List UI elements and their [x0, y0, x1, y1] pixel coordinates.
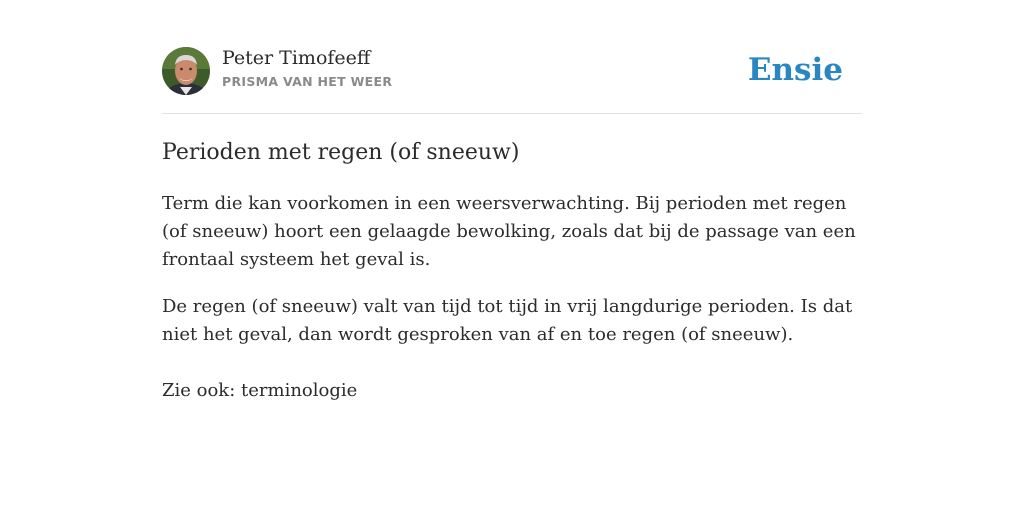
article-card — [162, 0, 862, 401]
see-also-label: Zie ook: — [162, 380, 242, 401]
article-header — [162, 0, 862, 114]
see-also — [162, 377, 357, 405]
author-name[interactable]: Peter Timofeeff — [222, 47, 371, 69]
person-portrait-icon — [162, 47, 210, 95]
author-source[interactable]: PRISMA VAN HET WEER — [222, 74, 393, 89]
article-title: Perioden met regen (of sneeuw) — [162, 140, 520, 165]
article-paragraph: De regen (of sneeuw) valt van tijd tot tijd in vrij langdurige perioden. Is dat niet het geval, dan wordt gesproken van af en toe regen (of sneeuw). — [162, 296, 853, 345]
article-paragraph: Term die kan voorkomen in een weersverwachting. Bij perioden met regen (of sneeuw) hoort een gelaagde bewolking, zoals dat bij de passage van een frontaal systeem het geval is. — [162, 193, 856, 270]
author-avatar[interactable] — [162, 47, 210, 95]
see-also-link[interactable]: terminologie — [241, 380, 358, 401]
ensie-logo[interactable]: Ensie — [747, 52, 843, 88]
